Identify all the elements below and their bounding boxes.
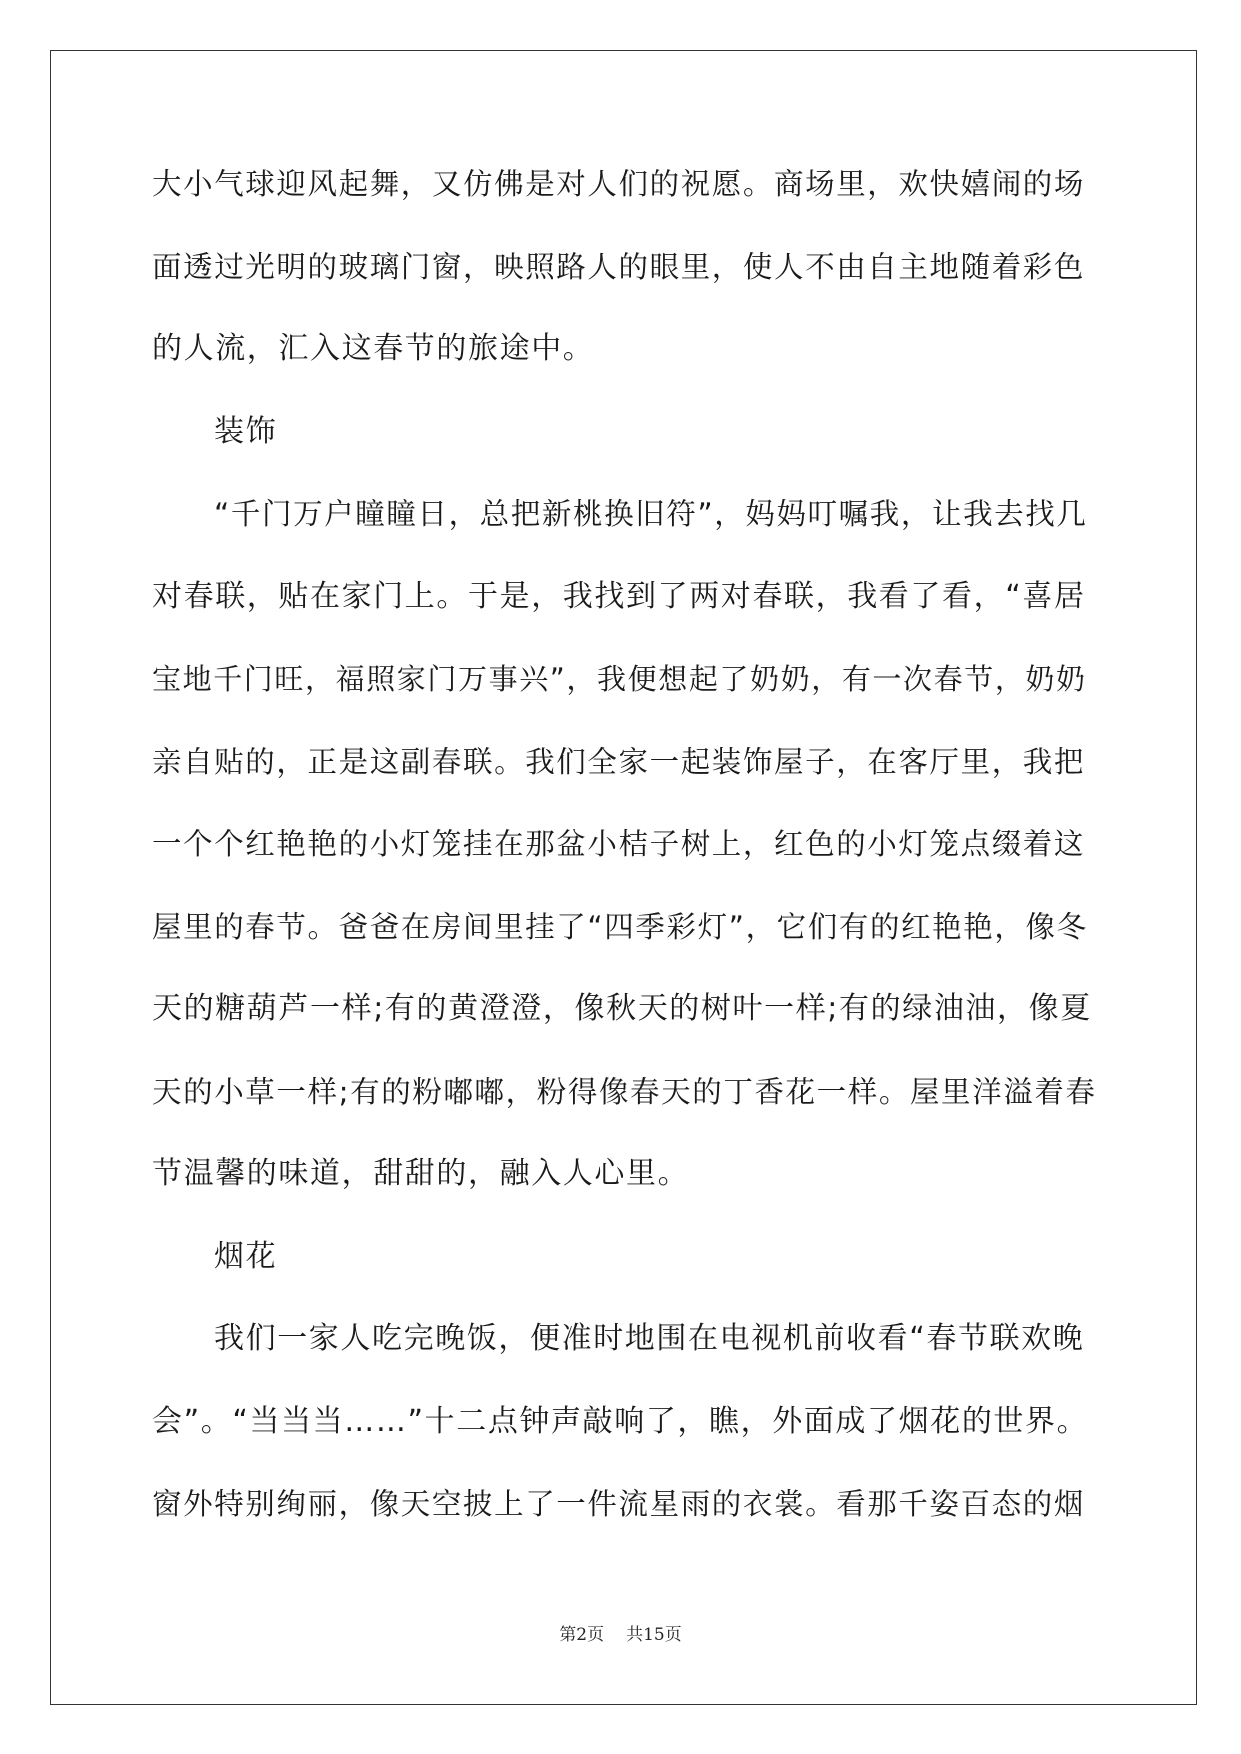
text-line: 我们一家人吃完晚饭，便准时地围在电视机前收看“春节联欢晚 <box>214 1321 1085 1356</box>
text-line: 天的糖葫芦一样;有的黄澄澄，像秋天的树叶一样;有的绿油油，像夏 <box>152 991 1092 1026</box>
text-line: 烟花 <box>214 1238 278 1274</box>
text-line: 装饰 <box>214 413 278 449</box>
text-line: 屋里的春节。爸爸在房间里挂了“四季彩灯”，它们有的红艳艳，像冬 <box>152 909 1088 944</box>
page-number-total: 共15页 <box>626 1625 682 1645</box>
text-line: 面透过光明的玻璃门窗，映照路人的眼里，使人不由自主地随着彩色 <box>152 249 1086 284</box>
text-line: 会”。“当当当……”十二点钟声敲响了，瞧，外面成了烟花的世界。 <box>152 1403 1089 1439</box>
text-line: 节温馨的味道，甜甜的，融入人心里。 <box>152 1156 690 1191</box>
text-line: 亲自贴的，正是这副春联。我们全家一起装饰屋子，在客厅里，我把 <box>152 744 1086 779</box>
text-line: 大小气球迎风起舞，又仿佛是对人们的祝愿。商场里，欢快嬉闹的场 <box>152 167 1086 201</box>
page-number-current: 第2页 <box>559 1625 605 1645</box>
text-line: 宝地千门旺，福照家门万事兴”，我便想起了奶奶，有一次春节，奶奶 <box>152 662 1087 696</box>
text-line: 一个个红艳艳的小灯笼挂在那盆小桔子树上，红色的小灯笼点缀着这 <box>152 827 1086 861</box>
text-line: 窗外特别绚丽，像天空披上了一件流星雨的衣裳。看那千姿百态的烟 <box>152 1487 1086 1521</box>
text-line: “千门万户瞳瞳日，总把新桃换旧符”，妈妈叮嘱我，让我去找几 <box>214 497 1088 531</box>
page-footer <box>0 1620 1241 1645</box>
text-line: 天的小草一样;有的粉嘟嘟，粉得像春天的丁香花一样。屋里洋溢着春 <box>152 1074 1097 1109</box>
text-line: 的人流，汇入这春节的旅途中。 <box>152 331 595 366</box>
document-body <box>152 159 1097 1562</box>
text-line: 对春联，贴在家门上。于是，我找到了两对春联，我看了看，“喜居 <box>152 578 1086 614</box>
